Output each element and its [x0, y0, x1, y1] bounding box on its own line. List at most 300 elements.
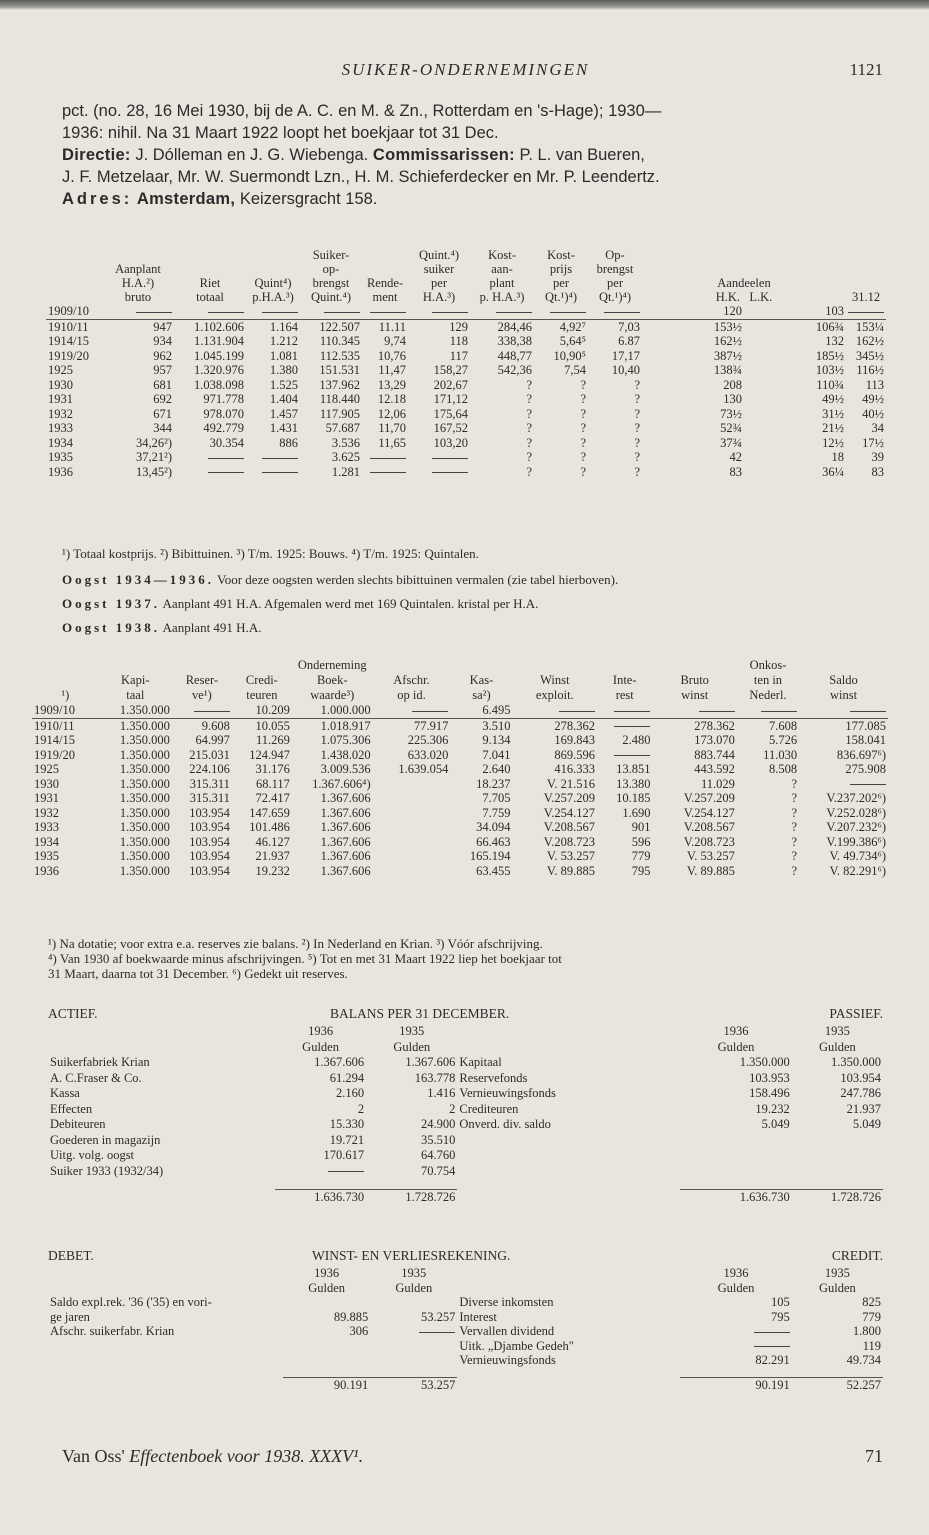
commissarissen-text: P. L. van Bueren, [514, 146, 645, 164]
table-cell: 10.209 [232, 703, 292, 718]
balance-row [48, 1117, 883, 1133]
table-cell: 1.350.000 [119, 747, 170, 762]
company-intro [62, 100, 883, 210]
profit-loss-row [48, 1310, 883, 1325]
table-cell: 101.486 [249, 820, 290, 834]
table-cell [408, 450, 470, 465]
table-cell: 103.954 [189, 863, 230, 878]
actief-label: Uitg. volg. oogst [50, 1148, 135, 1162]
table-row [46, 407, 886, 422]
credit-1936: 795 [771, 1309, 790, 1324]
table-cell: 633.020 [407, 747, 449, 762]
table-cell: 1.367.606 [320, 849, 371, 863]
table-cell: 17,17 [611, 348, 640, 363]
finance-table [32, 658, 888, 878]
table-cell: 1925 [48, 363, 73, 377]
table-cell: 11.030 [763, 747, 798, 762]
table-cell: 957 [153, 363, 172, 377]
table-row [32, 703, 888, 718]
table-cell: 52¾ [720, 421, 742, 435]
table-cell: 883.744 [694, 747, 735, 762]
table-cell: 2.640 [482, 762, 511, 776]
table-cell: 21.937 [255, 849, 290, 863]
adres-street: Keizersgracht 158. [235, 190, 378, 208]
actief-label: Debiteuren [50, 1117, 106, 1131]
table-cell: 1.367.606⁴) [312, 776, 371, 791]
table-cell: 6.87 [618, 334, 640, 348]
table-row [46, 363, 886, 378]
table-cell [408, 465, 470, 480]
table-cell: V.208.723 [683, 834, 735, 849]
profit-loss-row [48, 1339, 883, 1354]
table-cell: 1.281 [331, 464, 360, 479]
table-cell: 175,64 [433, 406, 468, 421]
credit-1936: 105 [771, 1295, 790, 1309]
table-cell: ? [791, 820, 798, 834]
table-cell: 869.596 [554, 747, 595, 762]
table-cell: 103½ [815, 363, 844, 377]
table-cell: 1930 [34, 776, 59, 791]
credit-1936: 82.291 [755, 1353, 790, 1367]
table-cell: 1.212 [269, 334, 298, 348]
table-cell: 1.690 [622, 805, 651, 820]
passief-1936: 19.232 [755, 1101, 790, 1116]
actief-1935: 2 [449, 1101, 456, 1116]
table-cell: ? [526, 421, 532, 435]
table-row [46, 378, 886, 393]
table-cell: V.208.723 [543, 834, 595, 849]
actief-1935: 163.778 [414, 1070, 456, 1085]
adres-label: Adres: [62, 190, 133, 208]
table-cell: 1.457 [269, 406, 298, 421]
table-cell: 1.350.000 [119, 733, 170, 747]
table-cell: 10,76 [377, 348, 406, 363]
table-cell: 416.333 [554, 762, 595, 776]
table-cell: 30.354 [209, 435, 244, 450]
passief-1935: 1.350.000 [831, 1055, 881, 1069]
profit-loss-totals: 90.191 53.257 90.191 52.257 [48, 1378, 883, 1393]
table-cell: 978.070 [203, 406, 244, 421]
table-cell: 1919/20 [48, 348, 89, 363]
table-cell: V. 53.257 [546, 849, 595, 863]
actief-label: Effecten [50, 1101, 93, 1116]
table-cell: 34.094 [476, 820, 511, 834]
table-cell: 1933 [34, 820, 59, 834]
table-cell: 103 [744, 304, 846, 319]
table-cell: 1.075.306 [320, 733, 371, 747]
actief-label: Suikerfabriek Krian [50, 1055, 150, 1069]
table-cell [174, 450, 246, 465]
table-cell: 1933 [48, 421, 73, 435]
table-cell: 934 [153, 334, 172, 348]
actief-1936 [275, 1164, 366, 1180]
table-cell: 34 [871, 421, 884, 435]
table-cell: 18.237 [476, 776, 511, 791]
table-cell: ? [580, 377, 586, 392]
table-cell: V. 89.885 [546, 863, 595, 878]
table-cell [799, 777, 888, 792]
table-cell: 11.11 [378, 319, 406, 334]
table-cell: 1.380 [269, 363, 298, 377]
scan-edge [0, 0, 929, 10]
table-row [32, 835, 888, 850]
table-cell: 1.131.904 [194, 334, 244, 348]
table-cell: 1914/15 [48, 334, 89, 348]
passief-1935: 21.937 [846, 1101, 881, 1116]
table-cell: ? [791, 834, 798, 849]
passief-head: PASSIEF. [829, 1006, 883, 1021]
table-row [32, 791, 888, 806]
table-cell: 6.495 [450, 703, 512, 718]
table-cell: 118.440 [319, 392, 360, 406]
table-cell [597, 703, 653, 718]
table-cell: 31½ [822, 406, 844, 421]
table-cell: 1932 [34, 805, 59, 820]
table-cell: 103.954 [189, 820, 230, 834]
table-cell: 177.085 [845, 718, 886, 733]
intro-line-4: J. F. Metzelaar, Mr. W. Suermondt Lzn., H. M. Schieferdecker en Mr. P. Leendertz. [62, 168, 660, 186]
table-cell: 73½ [720, 406, 742, 421]
table-cell: 77.917 [413, 718, 449, 733]
table-cell: 1932 [48, 406, 73, 421]
table-cell: 5,64⁵ [559, 334, 586, 348]
actief-1935: 24.900 [420, 1117, 456, 1131]
table-cell: 7.705 [482, 791, 511, 805]
passief-label: Onverd. div. saldo [459, 1117, 551, 1131]
table-cell: 315.311 [189, 791, 230, 805]
actief-1936: 61.294 [329, 1070, 365, 1085]
profit-loss [48, 1248, 883, 1393]
table-cell: V. 49.734⁶) [829, 849, 886, 863]
table-cell: 1.350.000 [119, 849, 170, 863]
table-cell: 110.345 [319, 334, 360, 348]
table-cell: 1.431 [269, 421, 298, 435]
table-cell: ? [791, 791, 798, 805]
table-cell [799, 703, 888, 718]
table-cell: 1.350.000 [119, 762, 170, 776]
table-cell: ? [526, 464, 532, 479]
credit-1935: 1.800 [852, 1324, 881, 1338]
actief-label: Kassa [50, 1086, 80, 1100]
actief-1936: 1.367.606 [314, 1055, 365, 1069]
actief-1936: 2 [357, 1101, 365, 1116]
table-cell [470, 304, 534, 319]
table-cell: V.252.028⁶) [826, 805, 886, 820]
actief-1935: 70.754 [420, 1163, 456, 1178]
table-cell: 49½ [862, 392, 884, 406]
table-cell: V. 21.516 [546, 776, 595, 791]
table-cell: 947 [153, 319, 172, 334]
passief-1936: 103.953 [749, 1070, 790, 1085]
table-cell: ? [580, 435, 586, 450]
table-cell: 68.117 [255, 776, 290, 791]
table-cell: 167,52 [433, 421, 468, 435]
table-cell: 1931 [48, 392, 73, 406]
table-cell [534, 304, 588, 319]
table-cell: ? [580, 392, 586, 406]
table-cell: 1.038.098 [194, 377, 244, 392]
table-cell: 1.350.000 [119, 791, 170, 805]
passief-1935: 103.954 [840, 1070, 881, 1085]
table-cell: 2.480 [622, 733, 651, 747]
table-cell: ? [580, 406, 586, 421]
passief-1936: 1.350.000 [739, 1055, 790, 1069]
table-cell: 671 [153, 406, 172, 421]
passief-1936: 158.496 [749, 1086, 790, 1100]
table-cell: 147.659 [249, 805, 290, 820]
table-cell: 278.362 [554, 718, 595, 733]
actief-1935: 1.416 [427, 1086, 456, 1100]
table-row [46, 392, 886, 407]
table-cell: 3.009.536 [320, 762, 371, 776]
table-cell: V.257.209 [683, 791, 735, 805]
table-cell: ? [791, 849, 798, 863]
table-cell: 315.311 [189, 776, 230, 791]
credit-1936 [680, 1339, 791, 1354]
actief-1936: 15.330 [329, 1117, 365, 1131]
table-cell: 103.954 [189, 834, 230, 849]
table-cell: 18 [831, 450, 844, 464]
table-cell: 34,26²) [135, 435, 172, 450]
table-cell: 113 [865, 377, 884, 392]
table-cell: 387½ [713, 348, 742, 363]
table-cell [588, 304, 642, 319]
table-row [32, 864, 888, 879]
table-cell: 901 [631, 820, 651, 834]
table-cell: 151.531 [319, 363, 360, 377]
profit-loss-row [48, 1353, 883, 1368]
table-cell [373, 864, 451, 879]
table-cell: 208 [723, 377, 742, 392]
table-cell [246, 304, 300, 319]
balans-title: BALANS PER 31 DECEMBER. [330, 1006, 510, 1021]
table-cell: 492.779 [203, 421, 244, 435]
table-cell: 836.697⁶) [836, 747, 886, 762]
table-row [46, 349, 886, 364]
table-cell: 138¾ [713, 363, 742, 377]
table-cell [408, 304, 470, 319]
table-cell: 137.962 [319, 377, 360, 392]
profit-loss-row [48, 1324, 883, 1339]
table-cell: 49½ [822, 392, 844, 406]
table-cell: 110¾ [816, 377, 844, 392]
table-cell: ? [580, 450, 586, 464]
actief-1935: 64.760 [420, 1148, 456, 1162]
credit-label: Interest [459, 1309, 497, 1324]
table-cell: 1914/15 [34, 733, 75, 747]
table-cell: 1.350.000 [119, 820, 170, 834]
table-cell: 1.081 [269, 348, 298, 363]
table-cell: 224.106 [189, 762, 230, 776]
table-cell: 19.232 [255, 863, 290, 878]
table-cell: 278.362 [694, 718, 735, 733]
table-cell: ? [526, 377, 532, 392]
table-cell: 1.350.000 [119, 805, 170, 820]
credit-1935: 49.734 [846, 1353, 881, 1367]
balance-totals: 1.636.730 1.728.726 1.636.730 1.728.726 [48, 1189, 883, 1205]
credit-label: Diverse inkomsten [459, 1295, 554, 1309]
table-cell: 1909/10 [32, 703, 99, 718]
table-cell: 103.954 [189, 849, 230, 863]
credit-1935: 779 [862, 1309, 881, 1324]
table-cell: 7,54 [564, 363, 586, 377]
table-cell: 1936 [34, 863, 59, 878]
table-cell: 122.507 [319, 319, 360, 334]
table-cell: 10,40 [611, 363, 640, 377]
table-cell: 1931 [34, 791, 59, 805]
table-cell: 1.367.606 [320, 805, 371, 820]
debet-1935 [370, 1324, 457, 1339]
finance-header: ¹) Kapi- taal Reser- ve¹) Credi- teuren Onderneming Boek- waarde³) Afschr. op id. Kas- sa²) Winst exploit. Inte- rest Bruto winst Onkos- ten in Nederl. Saldo winst [61, 658, 858, 702]
table-cell: 120 [642, 304, 744, 319]
intro-line-2: 1936: nihil. Na 31 Maart 1922 loopt het boekjaar tot 31 Dec. [62, 124, 499, 142]
table-row [32, 820, 888, 835]
table-cell: V. 89.885 [686, 863, 735, 878]
table-cell [300, 304, 362, 319]
oogst-1937: Oogst 1937. Aanplant 491 H.A. Afgemalen werd met 169 Quintalen. kristal per H.A. [62, 596, 539, 611]
table-cell: 153½ [713, 319, 742, 334]
actief-label: Suiker 1933 (1932/34) [50, 1163, 164, 1178]
table-cell: 117.905 [319, 406, 360, 421]
finance-footnotes: ¹) Na dotatie; voor extra e.a. reserves zie balans. ²) In Nederland en Krian. ³) Vóór afschrijving. ⁴) Van 1930 af boekwaarde minus afschrijvingen. ⁵) Tot en met 31 Maart 1922 liep het boekjaar tot 31 Maart, daarna tot 31 December. ⁶) Gedekt uit reserves. [48, 936, 562, 981]
table-cell: 72.417 [255, 791, 290, 805]
table-cell: 57.687 [325, 421, 360, 435]
debet-1936: 89.885 [333, 1309, 369, 1324]
passief-1936: 5.049 [761, 1117, 790, 1131]
table-cell: ? [634, 392, 640, 406]
table-cell [846, 304, 886, 319]
table-cell: V.208.567 [543, 820, 595, 834]
table-cell: 1935 [34, 849, 59, 863]
actief-1935: 1.367.606 [405, 1055, 456, 1069]
table-cell: 40½ [862, 406, 884, 421]
credit-label: Vervallen dividend [459, 1324, 555, 1338]
table-cell: 1.367.606 [320, 863, 371, 878]
table-cell: 1.367.606 [320, 820, 371, 834]
table-cell: 158,27 [433, 363, 468, 377]
table-cell: 46.127 [255, 834, 290, 849]
table-cell [737, 703, 799, 718]
table-cell: 886 [279, 435, 298, 450]
table-cell: 1909/10 [46, 304, 102, 319]
table-cell: 173.070 [694, 733, 735, 747]
table-cell: ? [791, 776, 798, 791]
table-row [32, 733, 888, 748]
oogst-1934-1936: Oogst 1934—1936. Voor deze oogsten werden slechts bibittuinen vermalen (zie tabel hierboven). [62, 572, 619, 587]
table-cell: V.208.567 [683, 820, 735, 834]
page-footer [62, 1448, 883, 1464]
debet-label: ge jaren [50, 1309, 90, 1324]
table-cell: 1.367.606 [320, 791, 371, 805]
table-cell: 39 [871, 450, 884, 464]
table-cell: 7,03 [618, 319, 640, 334]
table-cell: 162½ [713, 334, 742, 348]
table-cell: 284,46 [497, 319, 532, 334]
balance-sheet [48, 1006, 883, 1205]
table-cell: ? [634, 450, 640, 464]
table-cell [102, 304, 174, 319]
table-cell: 1934 [48, 435, 73, 450]
table-cell: 37¾ [720, 435, 742, 450]
actief-label: Goederen in magazijn [50, 1132, 161, 1147]
table-cell: 118 [449, 334, 468, 348]
actief-head: ACTIEF. [48, 1006, 98, 1021]
table-row [46, 304, 886, 319]
actief-1936: 170.617 [323, 1148, 365, 1162]
table-cell [373, 806, 451, 821]
table-cell: V.257.209 [543, 791, 595, 805]
table-cell: 132 [825, 334, 844, 348]
actief-1935: 35.510 [420, 1132, 456, 1147]
table-row [32, 806, 888, 821]
production-table [46, 248, 886, 479]
actief-1936: 2.160 [336, 1086, 365, 1100]
table-cell [246, 450, 300, 465]
table-cell: 63.455 [476, 863, 511, 878]
table-cell: 116½ [856, 363, 884, 377]
table-row [32, 748, 888, 763]
table-cell: ? [634, 464, 640, 479]
table-cell [373, 703, 451, 718]
intro-line-3 [62, 144, 883, 166]
table-cell: 112.535 [319, 348, 360, 363]
adres-city: Amsterdam, [136, 190, 236, 208]
table-cell: 345½ [855, 348, 884, 363]
passief-1935: 5.049 [852, 1117, 881, 1131]
table-cell: 596 [631, 834, 651, 849]
table-row [46, 436, 886, 451]
directie-text: J. Dólleman en J. G. Wiebenga. [130, 146, 373, 164]
debet-1935 [370, 1295, 457, 1310]
balance-row [48, 1164, 883, 1180]
credit-1936 [680, 1324, 791, 1339]
debet-label: Saldo expl.rek. '36 ('35) en vori- [50, 1295, 212, 1309]
running-head [48, 62, 883, 84]
table-cell: 1.320.976 [194, 363, 244, 377]
debet-1936 [283, 1295, 370, 1310]
table-cell: 11.029 [700, 776, 735, 791]
table-cell: 83 [729, 464, 742, 479]
table-row [46, 421, 886, 436]
table-cell: ? [791, 863, 798, 878]
table-cell: 185½ [815, 348, 844, 363]
table-cell: 7.608 [768, 718, 798, 733]
table-cell: 17½ [862, 435, 884, 450]
table-cell: ? [526, 392, 532, 406]
table-cell [373, 791, 451, 806]
passief-1935: 247.786 [840, 1086, 881, 1100]
table-cell: 11,65 [378, 435, 406, 450]
table-cell: 1910/11 [34, 718, 75, 733]
table-cell: 448,77 [497, 348, 532, 363]
table-cell: 103,20 [433, 435, 468, 450]
table-cell: 153¼ [855, 319, 884, 334]
table-cell [597, 718, 653, 733]
table-cell: 9.608 [201, 718, 230, 733]
table-cell: 681 [153, 377, 172, 392]
table-cell: 103.954 [189, 805, 230, 820]
table-cell [373, 820, 451, 835]
table-cell: 12,06 [377, 406, 406, 421]
table-cell: 1.350.000 [99, 703, 172, 718]
table-cell: V.237.202⁶) [826, 791, 886, 805]
table-cell: V. 53.257 [686, 849, 735, 863]
table-cell: 9.134 [482, 733, 511, 747]
table-cell: 1910/11 [48, 319, 89, 334]
table-cell [174, 465, 246, 480]
table-cell: 1.102.606 [194, 319, 244, 334]
passief-label: Kapitaal [459, 1055, 502, 1069]
